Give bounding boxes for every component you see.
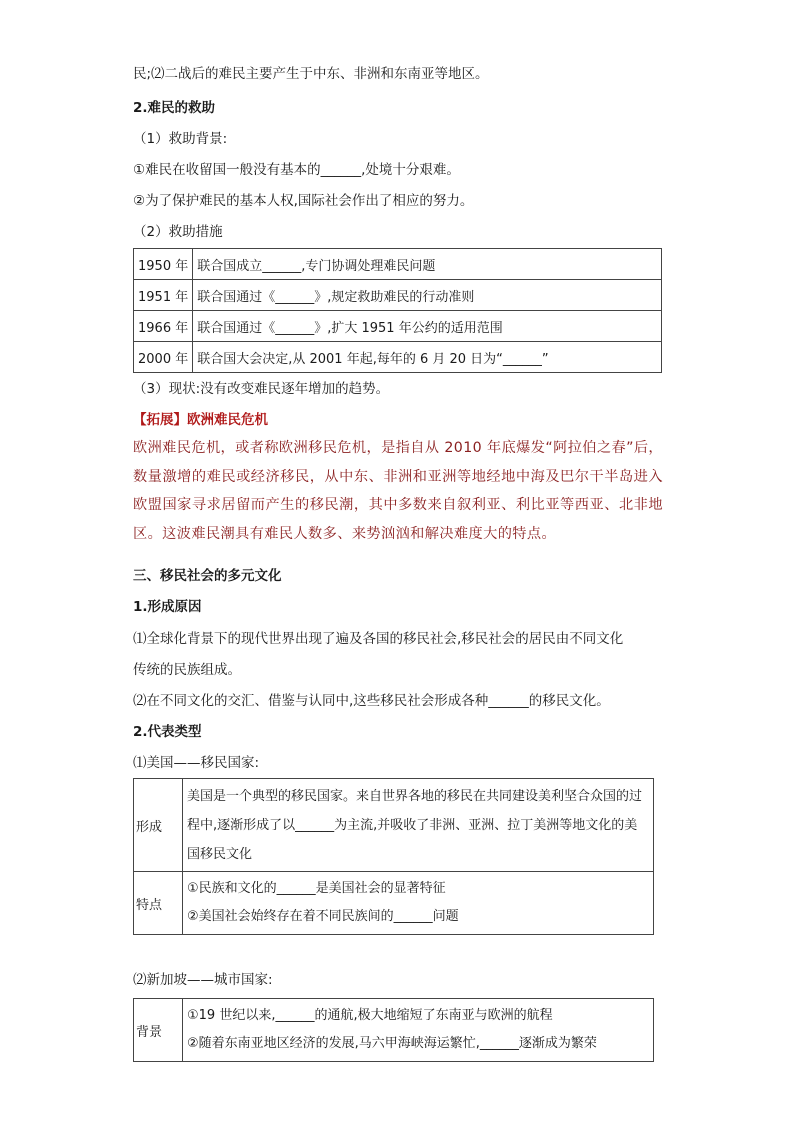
table-row (134, 249, 662, 280)
background-cell (183, 999, 654, 1062)
background-title: （1）救助背景: (133, 131, 228, 147)
feature-item-2: ②美国社会始终存在着不同民族间的______问题 (187, 909, 459, 924)
year-cell: 2000 年 (134, 342, 193, 373)
table-row (134, 872, 654, 935)
background-item-2: ②为了保护难民的基本人权,国际社会作出了相应的努力。 (133, 193, 474, 209)
table-row (134, 999, 654, 1062)
table-row (134, 342, 662, 373)
types-title: 2.代表类型 (133, 724, 202, 740)
table-row (134, 779, 654, 872)
formation-paragraph-1-line-2: 传统的民族组成。 (133, 662, 241, 678)
background-item-1: ①难民在收留国一般没有基本的______,处境十分艰难。 (133, 162, 460, 178)
features-cell (183, 872, 654, 935)
section-3-title: 三、移民社会的多元文化 (133, 568, 282, 584)
background-item-1: ①19 世纪以来,______的通航,极大地缩短了东南亚与欧洲的航程 (187, 1008, 553, 1023)
extension-paragraph: 欧洲难民危机，或者称欧洲移民危机，是指自从 2010 年底爆发“阿拉伯之春”后，数量激增的难民或经济移民，从中东、非洲和亚洲等地经地中海及巴尔干半岛进入欧盟国家寻求居留而产生的移民潮，其中多数来自叙利亚、利比亚等西亚、北非地区。这波难民潮具有难民人数多、来势汹汹和解决难度大的特点。 (133, 440, 663, 542)
extension-title: 【拓展】欧洲难民危机 (133, 412, 268, 428)
year-cell: 1951 年 (134, 280, 193, 311)
formation-paragraph-2: ⑵在不同文化的交汇、借鉴与认同中,这些移民社会形成各种______的移民文化。 (133, 693, 610, 709)
event-cell: 联合国通过《______》,规定救助难民的行动准则 (193, 280, 662, 311)
usa-table (133, 778, 654, 935)
measures-title: （2）救助措施 (133, 224, 223, 240)
singapore-title: ⑵新加坡——城市国家: (133, 972, 273, 988)
event-cell: 联合国通过《______》,扩大 1951 年公约的适用范围 (193, 311, 662, 342)
event-cell: 联合国大会决定,从 2001 年起,每年的 6 月 20 日为“______” (193, 342, 662, 373)
measures-table (133, 248, 662, 373)
intro-line: 民;⑵二战后的难民主要产生于中东、非洲和东南亚等地区。 (133, 66, 489, 82)
formation-text: 美国是一个典型的移民国家。来自世界各地的移民在共同建设美利坚合众国的过程中,逐渐形成了以______为主流,并吸收了非洲、亚洲、拉丁美洲等地文化的美国移民文化 (183, 779, 654, 872)
status-line: （3）现状:没有改变难民逐年增加的趋势。 (133, 381, 390, 397)
year-cell: 1966 年 (134, 311, 193, 342)
year-cell: 1950 年 (134, 249, 193, 280)
background-item-2: ②随着东南亚地区经济的发展,马六甲海峡海运繁忙,______逐渐成为繁荣 (187, 1036, 597, 1051)
usa-title: ⑴美国——移民国家: (133, 755, 260, 771)
formation-label: 形成 (134, 779, 183, 872)
event-cell: 联合国成立______,专门协调处理难民问题 (193, 249, 662, 280)
table-row (134, 311, 662, 342)
formation-paragraph-1-line-1: ⑴全球化背景下的现代世界出现了遍及各国的移民社会,移民社会的居民由不同文化 (133, 631, 624, 647)
section-2-title: 2.难民的救助 (133, 100, 216, 116)
table-row (134, 280, 662, 311)
features-label: 特点 (134, 872, 183, 935)
formation-title: 1.形成原因 (133, 599, 202, 615)
singapore-table (133, 998, 654, 1062)
background-label: 背景 (134, 999, 183, 1062)
feature-item-1: ①民族和文化的______是美国社会的显著特征 (187, 881, 446, 896)
